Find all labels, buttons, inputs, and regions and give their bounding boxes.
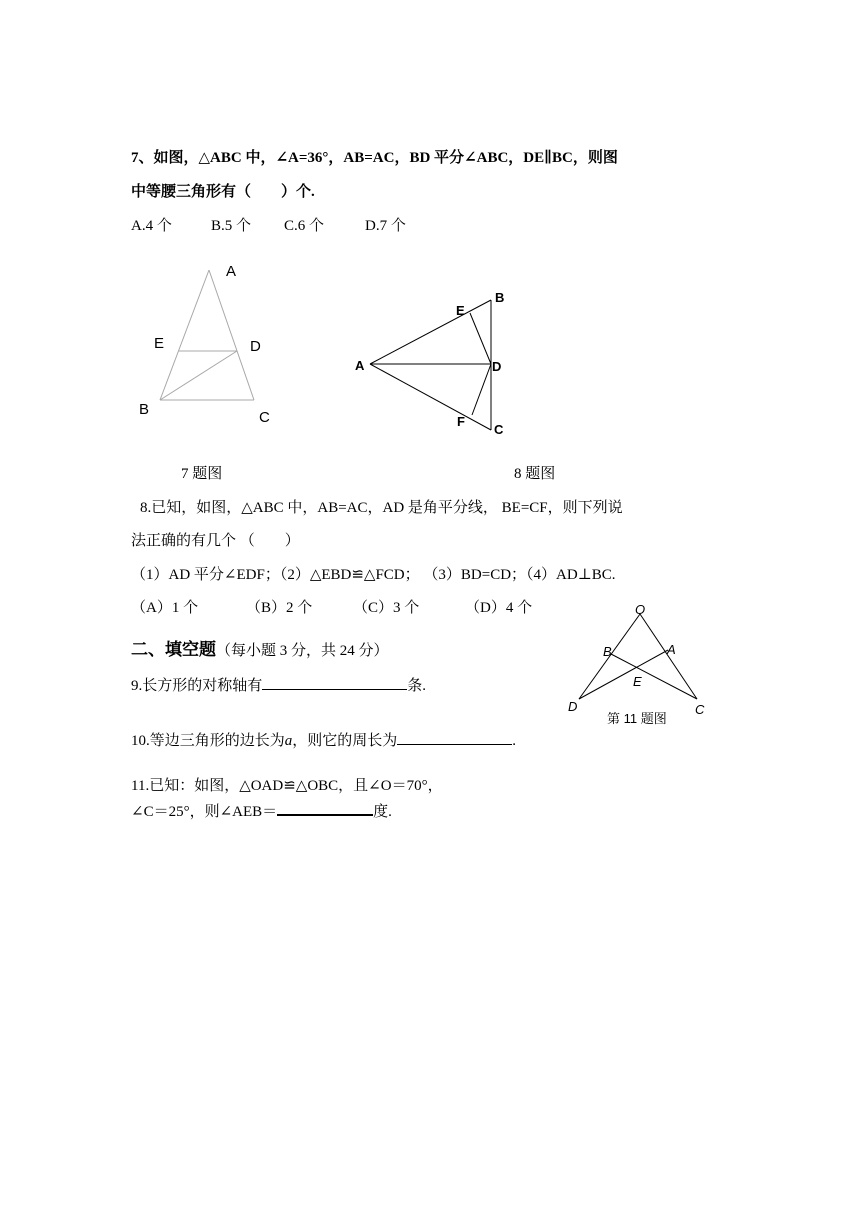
q7-option-b: B.5 个 <box>211 218 252 234</box>
q8-option-b: （B）2 个 <box>246 600 313 616</box>
q11-caption: 第 11 题图 <box>607 711 667 726</box>
q8-option-d: （D）4 个 <box>465 600 533 616</box>
q7-line2: 中等腰三角形有（ ）个. <box>131 184 315 200</box>
q7-label-a: A <box>226 263 237 280</box>
q8-figure <box>350 285 520 440</box>
q11-text: ∠C＝25°，则∠AEB＝ <box>131 804 278 820</box>
section-heading <box>131 635 389 660</box>
q11-figure <box>560 600 720 730</box>
q10-answer-blank[interactable] <box>397 730 512 745</box>
q8-label-b: B <box>495 290 505 305</box>
q8-label-a: A <box>355 358 365 373</box>
q8-statements: （1）AD 平分∠EDF；（2）△EBD≌△FCD； （3）BD=CD；（4）AD⊥BC. <box>131 567 616 583</box>
q7-label-d: D <box>250 338 261 355</box>
section-note: （每小题 3 分，共 24 分） <box>216 643 389 659</box>
q7-caption: 7 题图 <box>181 466 223 482</box>
q7-label-b: B <box>139 401 150 418</box>
q11-answer-blank[interactable] <box>277 800 373 816</box>
q8-label-c: C <box>494 422 504 437</box>
q10-text-middle: ，则它的周长为 <box>292 733 398 749</box>
q8-label-e: E <box>456 303 465 318</box>
q9-answer-blank[interactable] <box>262 675 407 690</box>
q7-line1: 7、如图，△ABC 中，∠A=36°，AB=AC，BD 平分∠ABC，DE∥BC，则图 <box>131 150 618 166</box>
q11-label-e: E <box>633 674 642 689</box>
q9 <box>131 674 426 695</box>
q8-option-c: （C）3 个 <box>353 600 420 616</box>
q8-label-d: D <box>492 359 502 374</box>
q7-option-c: C.6 个 <box>284 218 325 234</box>
q8-label-f: F <box>457 414 465 429</box>
q8-caption: 8 题图 <box>514 466 556 482</box>
section-title: 二、填空题 <box>131 640 216 659</box>
q7-label-c: C <box>259 409 270 426</box>
q8-line1: 8.已知，如图，△ABC 中，AB=AC，AD 是角平分线， BE=CF，则下列说 <box>140 500 623 516</box>
q11-label-b: B <box>603 644 612 659</box>
q11-line2 <box>131 800 392 821</box>
q7-label-e: E <box>154 335 165 352</box>
q11-label-d: D <box>568 699 578 714</box>
q11-label-o: O <box>635 602 646 617</box>
q9-text: 9.长方形的对称轴有 <box>131 678 263 694</box>
q8-option-a: （A）1 个 <box>131 600 199 616</box>
q9-text-after: 条. <box>407 678 427 694</box>
q11-label-a: A <box>667 642 676 657</box>
q11-line1: 11.已知：如图，△OAD≌△OBC，且∠O＝70°， <box>131 778 443 794</box>
q10-text: 10.等边三角形的边长为 <box>131 733 285 749</box>
q7-option-d: D.7 个 <box>365 218 406 234</box>
q10 <box>131 729 516 750</box>
q7-figure <box>130 255 290 430</box>
q10-variable: a <box>284 733 293 749</box>
q8-line2: 法正确的有几个 （ ） <box>131 533 300 549</box>
q11-label-c: C <box>695 702 705 717</box>
q7-option-a: A.4 个 <box>131 218 172 234</box>
q11-text-after: 度. <box>373 804 392 820</box>
q10-text-after: . <box>512 733 517 749</box>
